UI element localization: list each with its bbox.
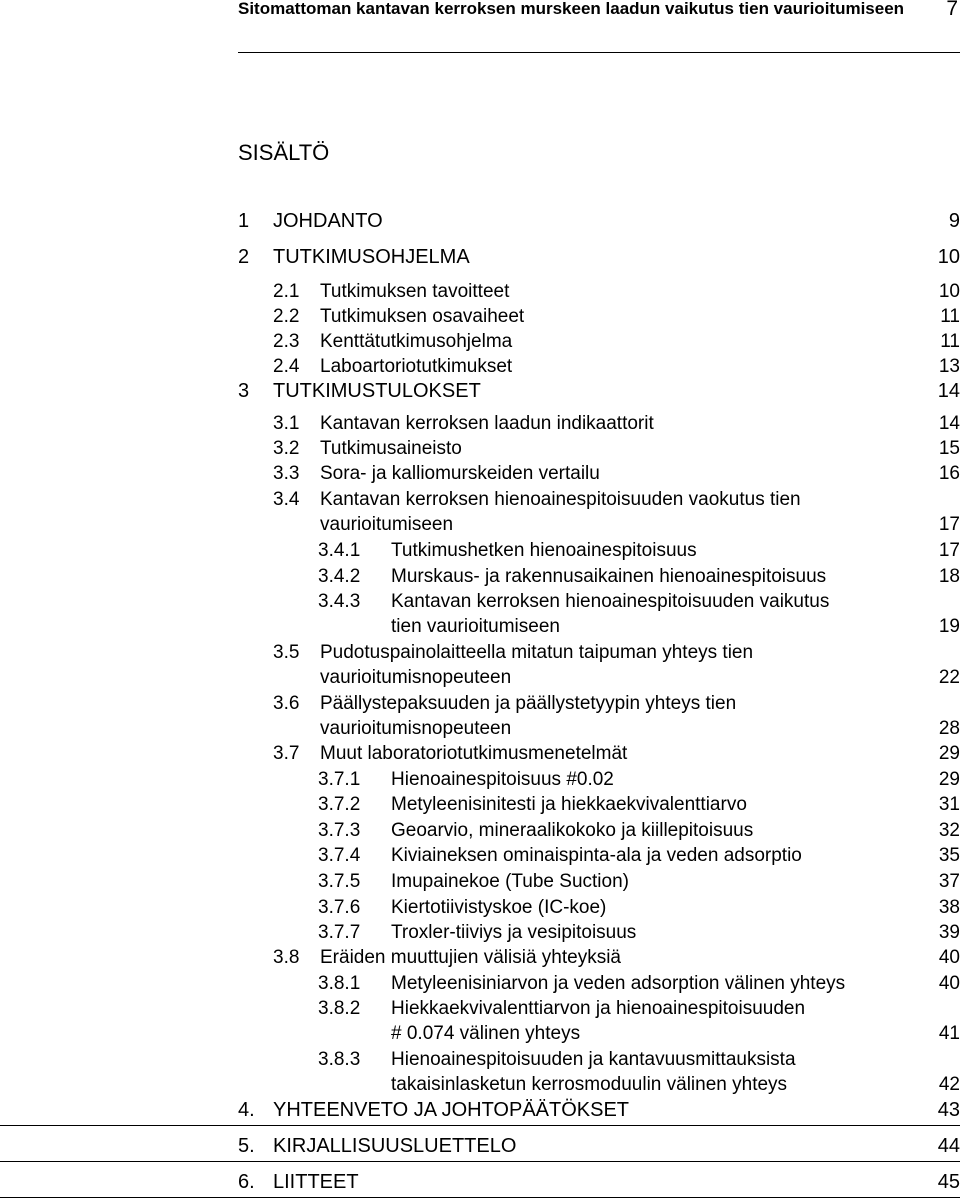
toc-entry-page: 14 [937,380,960,402]
toc-entry-page: 17 [938,540,960,561]
toc-entry-title: tien vaurioitumiseen [391,616,560,637]
toc-entry-title: Tutkimuksen tavoitteet [320,281,510,302]
toc-entry-title: KIRJALLISUUSLUETTELO [273,1135,517,1157]
toc-entry-number: 2.1 [273,281,300,302]
toc-entry-page: 14 [938,413,960,434]
page-number: 7 [946,0,958,20]
toc-heading: SISÄLTÖ [238,140,330,165]
toc-entry-number: 3.4.2 [318,566,361,587]
toc-entry-page: 9 [948,210,960,232]
toc-entry[interactable] [0,209,960,236]
toc-entry-number: 3.2 [273,438,300,459]
toc-entry-title: Troxler-tiiviys ja vesipitoisuus [391,922,637,943]
toc-entry-title: LIITTEET [273,1171,359,1193]
toc-entry-title: TUTKIMUSTULOKSET [273,380,481,402]
toc-entry-title: Murskaus- ja rakennusaikainen hienoainespitoisuus [391,566,827,587]
toc-entry-page: 11 [940,331,960,352]
toc-entry-page: 41 [938,1023,960,1044]
toc-entry-page: 40 [938,973,960,994]
toc-entry-number: 3.7 [273,743,300,764]
toc-entry-title: YHTEENVETO JA JOHTOPÄÄTÖKSET [273,1099,630,1121]
toc-entry-title: Hiekkaekvivalenttiarvon ja hienoainespitoisuuden [391,998,806,1019]
toc-entry[interactable] [0,895,960,922]
toc-entry-page: 22 [938,667,960,688]
toc-entry-page: 18 [938,566,960,587]
toc-entry-title: Päällystepaksuuden ja päällystetyypin yhteys tien [320,693,737,714]
toc-entry-number: 6. [238,1171,255,1193]
toc-entry-number: 3.8.2 [318,998,361,1019]
toc-entry-title: # 0.074 välinen yhteys [391,1023,581,1044]
toc-entry-number: 4. [238,1099,255,1121]
toc-entry[interactable] [0,741,960,768]
toc-entry-title: Hienoainespitoisuuden ja kantavuusmittauksista [391,1049,796,1070]
toc-entry-title: Kantavan kerroksen laadun indikaattorit [320,413,654,434]
toc-entry-number: 3.4.1 [318,540,361,561]
toc-entry-number: 3.4.3 [318,591,361,612]
toc-entry-page: 10 [937,246,960,268]
toc-entry-title: Sora- ja kalliomurskeiden vertailu [320,463,600,484]
toc-entry-title: Tutkimuksen osavaiheet [320,306,525,327]
toc-entry[interactable] [0,379,960,406]
toc-entry-page: 43 [937,1099,960,1121]
toc-entry-number: 2.2 [273,306,300,327]
toc-entry-title: Muut laboratoriotutkimusmenetelmät [320,743,628,764]
toc-entry-title: Metyleenisinitesti ja hiekkaekvivalenttiarvo [391,794,747,815]
toc-entry-number: 3.7.4 [318,845,361,866]
toc-entry-page: 40 [938,947,960,968]
toc-entry-number: 3.1 [273,413,300,434]
toc-entry[interactable] [0,279,960,306]
toc-entry-page: 10 [938,281,960,302]
toc-entry[interactable] [0,245,960,272]
toc-entry-title: Geoarvio, mineraalikokoko ja kiillepitoisuus [391,820,754,841]
toc-entry[interactable] [0,767,960,794]
toc-entry-title: Imupainekoe (Tube Suction) [391,871,629,892]
toc-entry-page: 38 [938,897,960,918]
toc-entry-number: 2.3 [273,331,300,352]
toc-entry-page: 29 [938,769,960,790]
toc-entry[interactable] [0,589,960,641]
toc-entry-number: 5. [238,1135,255,1157]
toc-entry[interactable] [0,564,960,591]
toc-entry-page: 42 [938,1074,960,1095]
toc-entry-page: 39 [938,922,960,943]
toc-entry-page: 28 [938,718,960,739]
toc-entry[interactable] [0,920,960,947]
toc-entry-number: 1 [238,210,250,232]
toc-entry-page: 16 [938,463,960,484]
toc-entry[interactable] [0,329,960,356]
toc-entry[interactable] [0,411,960,438]
toc-entry-title: vaurioitumisnopeuteen [320,667,512,688]
toc-entry-page: 31 [938,794,960,815]
toc-entry-number: 3.7.2 [318,794,361,815]
toc-entry-page: 32 [938,820,960,841]
toc-entry-number: 3.8.1 [318,973,361,994]
toc-entry-title: Eräiden muuttujien välisiä yhteyksiä [320,947,621,968]
toc-entry-title: Kenttätutkimusohjelma [320,331,513,352]
toc-entry-page: 11 [940,306,960,327]
toc-entry-number: 3.8 [273,947,300,968]
toc-entry[interactable] [0,869,960,896]
toc-entry[interactable] [0,996,960,1048]
toc-entry[interactable] [0,843,960,870]
toc-entry-number: 3.7.1 [318,769,361,790]
toc-entry[interactable] [0,538,960,565]
toc-entry-number: 3.7.5 [318,871,361,892]
toc-entry-title: Kantavan kerroksen hienoainespitoisuuden vaikutus [391,591,830,612]
toc-entry-title: vaurioitumiseen [320,514,454,535]
toc-entry-number: 2 [238,246,250,268]
toc-entry-number: 3.3 [273,463,300,484]
toc-entry-title: Laboartoriotutkimukset [320,356,513,377]
toc-entry-number: 3.8.3 [318,1049,361,1070]
toc-entry-title: Hienoainespitoisuus #0.02 [391,769,614,790]
toc-entry-number: 3.6 [273,693,300,714]
running-title: Sitomattoman kantavan kerroksen murskeen laadun vaikutus tien vaurioitumiseen [238,0,905,18]
toc-entry[interactable] [0,640,960,692]
toc-entry[interactable] [0,945,960,972]
toc-entry-page: 45 [937,1171,960,1193]
toc-entry-page: 13 [938,356,960,377]
toc-entry-title: takaisinlasketun kerrosmoduulin välinen yhteys [391,1074,788,1095]
toc-entry[interactable] [0,436,960,463]
toc-entry[interactable] [0,971,960,998]
toc-entry-title: Metyleenisiniarvon ja veden adsorption välinen yhteys [391,973,846,994]
toc-entry[interactable] [0,818,960,845]
toc-entry-number: 2.4 [273,356,300,377]
toc-entry[interactable] [0,487,960,539]
toc-entry-number: 3.7.6 [318,897,361,918]
toc-entry-title: Tutkimushetken hienoainespitoisuus [391,540,697,561]
toc-entry[interactable] [0,1134,960,1162]
toc-entry[interactable] [0,1170,960,1198]
toc-entry-number: 3.4 [273,489,300,510]
toc-entry[interactable] [0,691,960,743]
toc-entry-page: 19 [938,616,960,637]
toc-entry-title: TUTKIMUSOHJELMA [273,246,470,268]
toc-entry-page: 29 [938,743,960,764]
toc-entry-title: Kiertotiivistyskoe (IC-koe) [391,897,607,918]
toc-entry-number: 3.5 [273,642,300,663]
toc-entry[interactable] [0,304,960,331]
toc-entry-title: Kantavan kerroksen hienoainespitoisuuden vaokutus tien [320,489,801,510]
toc-entry-title: Kiviaineksen ominaispinta-ala ja veden adsorptio [391,845,802,866]
toc-entry-page: 44 [937,1135,960,1157]
toc-entry-title: Pudotuspainolaitteella mitatun taipuman yhteys tien [320,642,754,663]
toc-entry-number: 3 [238,380,250,402]
toc-entry[interactable] [0,1047,960,1099]
toc-entry-number: 3.7.3 [318,820,361,841]
toc-entry-title: Tutkimusaineisto [320,438,462,459]
toc-entry-page: 15 [938,438,960,459]
toc-entry-page: 17 [938,514,960,535]
toc-entry[interactable] [0,461,960,488]
toc-entry-page: 35 [938,845,960,866]
toc-entry-title: JOHDANTO [273,210,383,232]
toc-entry[interactable] [0,354,960,381]
toc-entry-number: 3.7.7 [318,922,361,943]
toc-entry[interactable] [0,1098,960,1126]
toc-entry-page: 37 [938,871,960,892]
toc-entry-title: vaurioitumisnopeuteen [320,718,512,739]
toc-entry[interactable] [0,792,960,819]
